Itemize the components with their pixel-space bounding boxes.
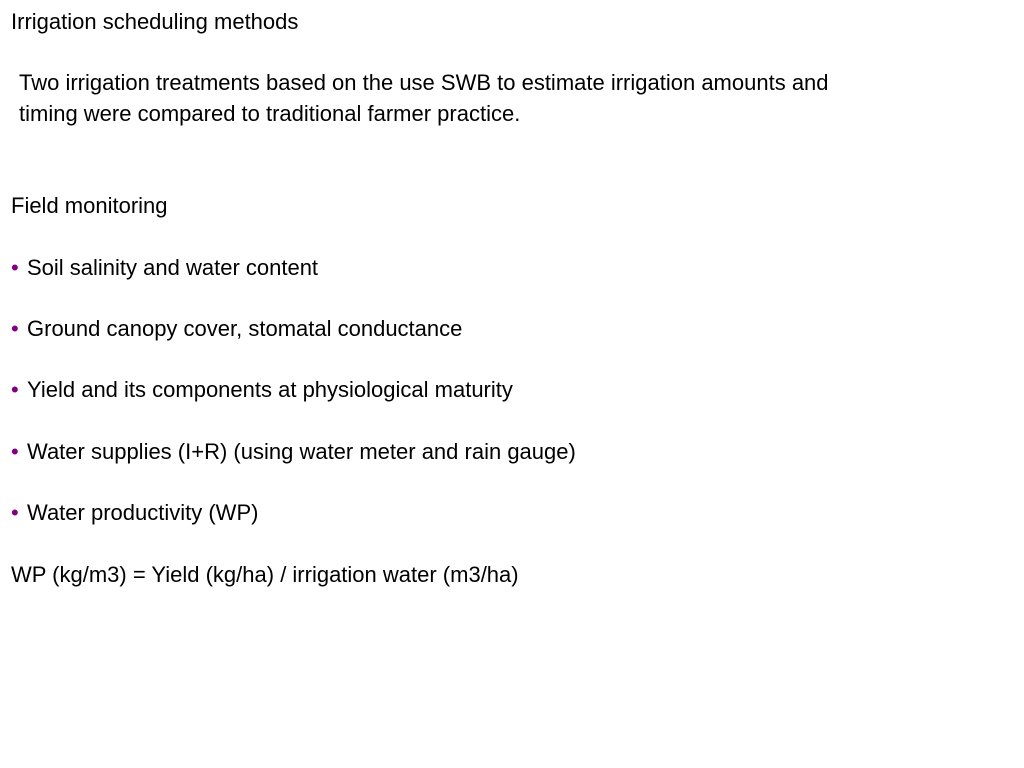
bullet-text: Ground canopy cover, stomatal conductance xyxy=(27,316,463,341)
bullet-icon: • xyxy=(11,255,19,280)
bullet-icon: • xyxy=(11,439,19,464)
bullet-icon: • xyxy=(11,316,19,341)
bullet-text: Soil salinity and water content xyxy=(27,255,319,280)
bullet-text: Yield and its components at physiological maturity xyxy=(27,377,513,402)
bullet-text: Water productivity (WP) xyxy=(27,500,259,525)
bullet-text: Water supplies (I+R) (using water meter and rain gauge) xyxy=(27,439,576,464)
section-title: Field monitoring xyxy=(11,193,168,218)
slide-heading: Irrigation scheduling methods xyxy=(11,9,299,34)
bullet-item-water-productivity xyxy=(11,500,258,526)
formula-text: WP (kg/m3) = Yield (kg/ha) / irrigation water (m3/ha) xyxy=(11,562,519,587)
bullet-icon: • xyxy=(11,377,19,402)
bullet-icon: • xyxy=(11,500,19,525)
bullet-item-yield xyxy=(11,377,513,403)
bullet-item-canopy-cover xyxy=(11,316,462,342)
intro-line-2: timing were compared to traditional farmer practice. xyxy=(19,101,521,126)
bullet-item-soil-salinity xyxy=(11,255,318,281)
intro-line-1: Two irrigation treatments based on the use SWB to estimate irrigation amounts and xyxy=(19,70,829,95)
bullet-item-water-supplies xyxy=(11,439,576,465)
